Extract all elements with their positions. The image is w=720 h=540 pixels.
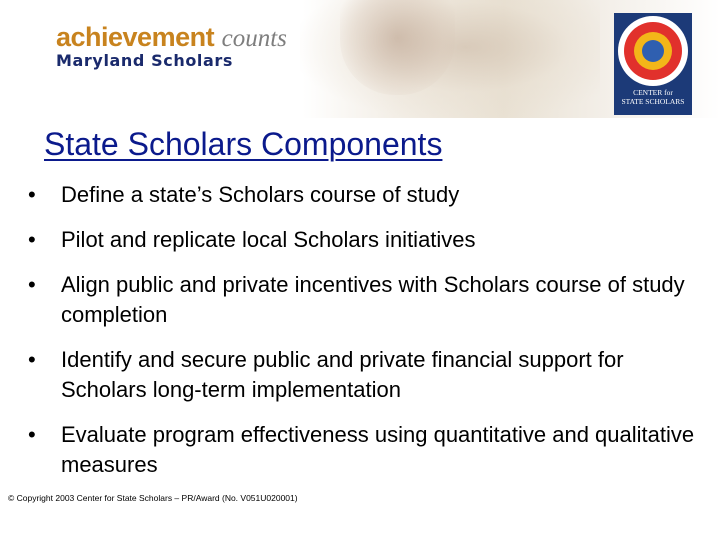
brand-secondary-text: counts [221,25,287,52]
copyright-footer: © Copyright 2003 Center for State Scholars – PR/Award (No. V051U020001) [8,493,298,503]
seal-caption-line1: CENTER for [633,88,673,97]
bullet-icon: • [28,182,36,207]
brand-primary-text: achievement [56,22,215,52]
bullet-text: Evaluate program effectiveness using quantitative and qualitative measures [61,422,695,477]
achievement-counts-logo [56,22,287,52]
bullet-icon: • [28,422,36,447]
bullet-icon: • [28,272,36,297]
seal-caption-line2: STATE SCHOLARS [621,97,685,106]
bullet-text: Define a state’s Scholars course of study [61,182,460,207]
header-banner [0,0,720,118]
bullet-text: Align public and private incentives with Scholars course of study completion [61,272,685,327]
bullet-icon: • [28,227,36,252]
seal-inner-ring [624,22,682,80]
slide-title: State Scholars Components [44,126,443,162]
seal-core [634,32,672,70]
maryland-scholars-subtitle: Maryland Scholars [56,51,234,70]
seal-caption [614,88,692,106]
bullet-text: Pilot and replicate local Scholars initiatives [61,227,476,252]
state-scholars-seal-logo [614,13,692,115]
globe-icon [642,40,664,62]
bullet-icon: • [28,347,36,372]
seal-ring [618,16,688,86]
bullet-text: Identify and secure public and private financial support for Scholars long-term implementation [61,347,624,402]
